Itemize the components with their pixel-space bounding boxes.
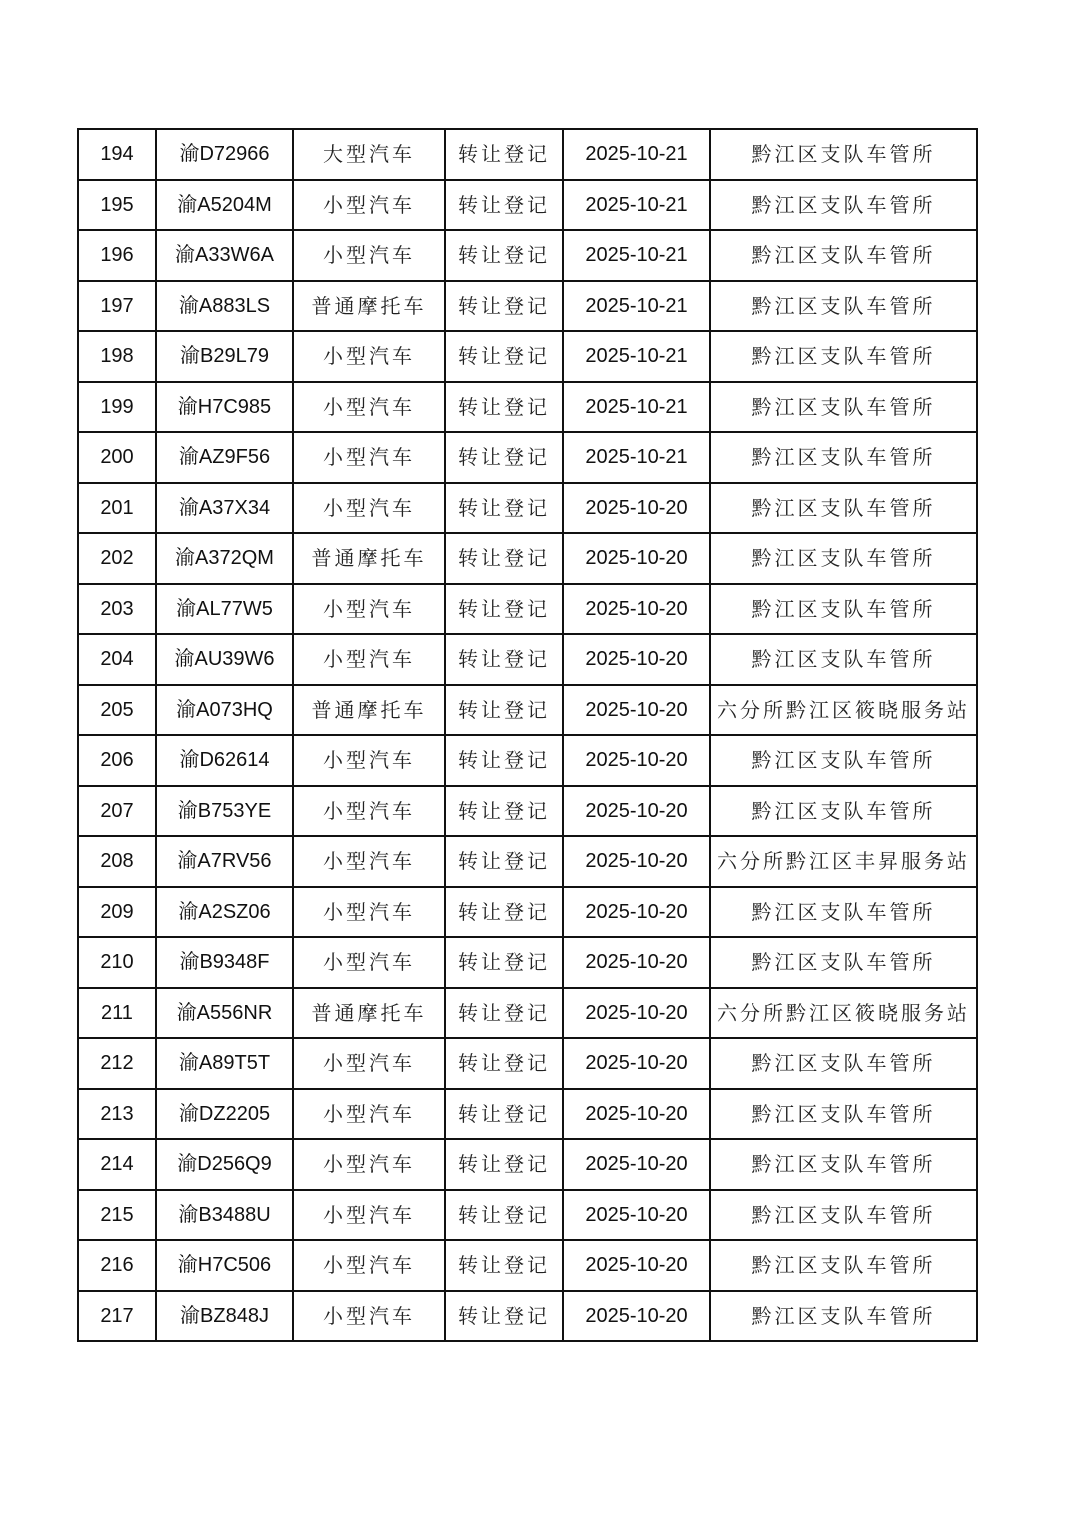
row-number-cell: 213 [78,1089,156,1140]
date-cell: 2025-10-21 [563,331,710,382]
date-cell: 2025-10-20 [563,887,710,938]
plate-number-cell: 渝D62614 [156,735,293,786]
vehicle-type-cell: 普通摩托车 [293,988,445,1039]
vehicle-type-cell: 小型汽车 [293,887,445,938]
office-cell: 黔江区支队车管所 [710,634,977,685]
date-cell: 2025-10-20 [563,786,710,837]
date-cell: 2025-10-20 [563,735,710,786]
vehicle-type-cell: 小型汽车 [293,483,445,534]
row-number-cell: 194 [78,129,156,180]
office-cell: 黔江区支队车管所 [710,483,977,534]
table-row [78,331,977,382]
vehicle-type-cell: 小型汽车 [293,382,445,433]
table-row [78,685,977,736]
plate-number-cell: 渝A2SZ06 [156,887,293,938]
plate-number-cell: 渝H7C985 [156,382,293,433]
table-row [78,786,977,837]
row-number-cell: 197 [78,281,156,332]
date-cell: 2025-10-20 [563,1139,710,1190]
row-number-cell: 203 [78,584,156,635]
table-row [78,483,977,534]
row-number-cell: 199 [78,382,156,433]
date-cell: 2025-10-20 [563,937,710,988]
table-row [78,1038,977,1089]
vehicle-type-cell: 小型汽车 [293,230,445,281]
plate-number-cell: 渝B753YE [156,786,293,837]
vehicle-type-cell: 大型汽车 [293,129,445,180]
table-row [78,432,977,483]
table-row [78,634,977,685]
row-number-cell: 216 [78,1240,156,1291]
vehicle-type-cell: 小型汽车 [293,1240,445,1291]
vehicle-type-cell: 普通摩托车 [293,685,445,736]
office-cell: 黔江区支队车管所 [710,230,977,281]
row-number-cell: 215 [78,1190,156,1241]
office-cell: 黔江区支队车管所 [710,584,977,635]
plate-number-cell: 渝AL77W5 [156,584,293,635]
table-row [78,281,977,332]
plate-number-cell: 渝A5204M [156,180,293,231]
vehicle-type-cell: 小型汽车 [293,937,445,988]
vehicle-type-cell: 小型汽车 [293,1038,445,1089]
plate-number-cell: 渝A7RV56 [156,836,293,887]
table-row [78,129,977,180]
plate-number-cell: 渝A073HQ [156,685,293,736]
business-type-cell: 转让登记 [445,685,563,736]
date-cell: 2025-10-20 [563,533,710,584]
office-cell: 黔江区支队车管所 [710,887,977,938]
table-row [78,836,977,887]
date-cell: 2025-10-21 [563,180,710,231]
vehicle-type-cell: 小型汽车 [293,331,445,382]
vehicle-type-cell: 小型汽车 [293,786,445,837]
plate-number-cell: 渝D72966 [156,129,293,180]
date-cell: 2025-10-21 [563,382,710,433]
table-row [78,1190,977,1241]
office-cell: 黔江区支队车管所 [710,1291,977,1342]
plate-number-cell: 渝AZ9F56 [156,432,293,483]
business-type-cell: 转让登记 [445,331,563,382]
date-cell: 2025-10-20 [563,1038,710,1089]
table-row [78,1139,977,1190]
vehicle-type-cell: 小型汽车 [293,432,445,483]
business-type-cell: 转让登记 [445,1240,563,1291]
plate-number-cell: 渝A37X34 [156,483,293,534]
date-cell: 2025-10-20 [563,1291,710,1342]
plate-number-cell: 渝A372QM [156,533,293,584]
row-number-cell: 195 [78,180,156,231]
table-body [78,129,977,1341]
table-row [78,382,977,433]
row-number-cell: 200 [78,432,156,483]
vehicle-type-cell: 普通摩托车 [293,281,445,332]
business-type-cell: 转让登记 [445,432,563,483]
office-cell: 黔江区支队车管所 [710,129,977,180]
date-cell: 2025-10-20 [563,483,710,534]
office-cell: 黔江区支队车管所 [710,1190,977,1241]
table-row [78,887,977,938]
row-number-cell: 205 [78,685,156,736]
business-type-cell: 转让登记 [445,634,563,685]
business-type-cell: 转让登记 [445,887,563,938]
business-type-cell: 转让登记 [445,584,563,635]
office-cell: 黔江区支队车管所 [710,382,977,433]
plate-number-cell: 渝B29L79 [156,331,293,382]
plate-number-cell: 渝B9348F [156,937,293,988]
row-number-cell: 208 [78,836,156,887]
plate-number-cell: 渝B3488U [156,1190,293,1241]
business-type-cell: 转让登记 [445,786,563,837]
plate-number-cell: 渝D256Q9 [156,1139,293,1190]
row-number-cell: 196 [78,230,156,281]
date-cell: 2025-10-20 [563,1190,710,1241]
vehicle-type-cell: 小型汽车 [293,180,445,231]
office-cell: 黔江区支队车管所 [710,1139,977,1190]
office-cell: 六分所黔江区筱晓服务站 [710,685,977,736]
business-type-cell: 转让登记 [445,836,563,887]
office-cell: 黔江区支队车管所 [710,735,977,786]
business-type-cell: 转让登记 [445,1089,563,1140]
date-cell: 2025-10-21 [563,230,710,281]
row-number-cell: 207 [78,786,156,837]
office-cell: 六分所黔江区丰昇服务站 [710,836,977,887]
office-cell: 黔江区支队车管所 [710,331,977,382]
business-type-cell: 转让登记 [445,1139,563,1190]
vehicle-type-cell: 小型汽车 [293,836,445,887]
plate-number-cell: 渝DZ2205 [156,1089,293,1140]
business-type-cell: 转让登记 [445,230,563,281]
business-type-cell: 转让登记 [445,180,563,231]
date-cell: 2025-10-20 [563,1240,710,1291]
business-type-cell: 转让登记 [445,382,563,433]
table-row [78,735,977,786]
plate-number-cell: 渝A89T5T [156,1038,293,1089]
row-number-cell: 204 [78,634,156,685]
office-cell: 黔江区支队车管所 [710,180,977,231]
plate-number-cell: 渝AU39W6 [156,634,293,685]
table-row [78,1291,977,1342]
date-cell: 2025-10-21 [563,432,710,483]
vehicle-type-cell: 小型汽车 [293,735,445,786]
business-type-cell: 转让登记 [445,533,563,584]
vehicle-type-cell: 普通摩托车 [293,533,445,584]
office-cell: 六分所黔江区筱晓服务站 [710,988,977,1039]
business-type-cell: 转让登记 [445,1291,563,1342]
table-row [78,533,977,584]
business-type-cell: 转让登记 [445,988,563,1039]
row-number-cell: 198 [78,331,156,382]
office-cell: 黔江区支队车管所 [710,281,977,332]
row-number-cell: 210 [78,937,156,988]
table-row [78,937,977,988]
business-type-cell: 转让登记 [445,1190,563,1241]
vehicle-type-cell: 小型汽车 [293,634,445,685]
vehicle-type-cell: 小型汽车 [293,1291,445,1342]
row-number-cell: 209 [78,887,156,938]
table-row [78,1240,977,1291]
business-type-cell: 转让登记 [445,1038,563,1089]
business-type-cell: 转让登记 [445,129,563,180]
row-number-cell: 206 [78,735,156,786]
vehicle-type-cell: 小型汽车 [293,1190,445,1241]
date-cell: 2025-10-21 [563,281,710,332]
office-cell: 黔江区支队车管所 [710,1089,977,1140]
office-cell: 黔江区支队车管所 [710,1240,977,1291]
table-row [78,584,977,635]
vehicle-type-cell: 小型汽车 [293,584,445,635]
table-row [78,1089,977,1140]
plate-number-cell: 渝A556NR [156,988,293,1039]
business-type-cell: 转让登记 [445,483,563,534]
table-row [78,230,977,281]
vehicle-type-cell: 小型汽车 [293,1139,445,1190]
row-number-cell: 201 [78,483,156,534]
plate-number-cell: 渝H7C506 [156,1240,293,1291]
office-cell: 黔江区支队车管所 [710,533,977,584]
row-number-cell: 214 [78,1139,156,1190]
vehicle-type-cell: 小型汽车 [293,1089,445,1140]
date-cell: 2025-10-20 [563,685,710,736]
row-number-cell: 211 [78,988,156,1039]
date-cell: 2025-10-20 [563,584,710,635]
date-cell: 2025-10-21 [563,129,710,180]
plate-number-cell: 渝A33W6A [156,230,293,281]
business-type-cell: 转让登记 [445,937,563,988]
row-number-cell: 212 [78,1038,156,1089]
office-cell: 黔江区支队车管所 [710,937,977,988]
row-number-cell: 202 [78,533,156,584]
date-cell: 2025-10-20 [563,1089,710,1140]
office-cell: 黔江区支队车管所 [710,786,977,837]
table-row [78,180,977,231]
date-cell: 2025-10-20 [563,634,710,685]
office-cell: 黔江区支队车管所 [710,432,977,483]
plate-number-cell: 渝A883LS [156,281,293,332]
office-cell: 黔江区支队车管所 [710,1038,977,1089]
row-number-cell: 217 [78,1291,156,1342]
plate-number-cell: 渝BZ848J [156,1291,293,1342]
date-cell: 2025-10-20 [563,836,710,887]
vehicle-registration-table [77,128,978,1342]
business-type-cell: 转让登记 [445,735,563,786]
table-row [78,988,977,1039]
business-type-cell: 转让登记 [445,281,563,332]
date-cell: 2025-10-20 [563,988,710,1039]
